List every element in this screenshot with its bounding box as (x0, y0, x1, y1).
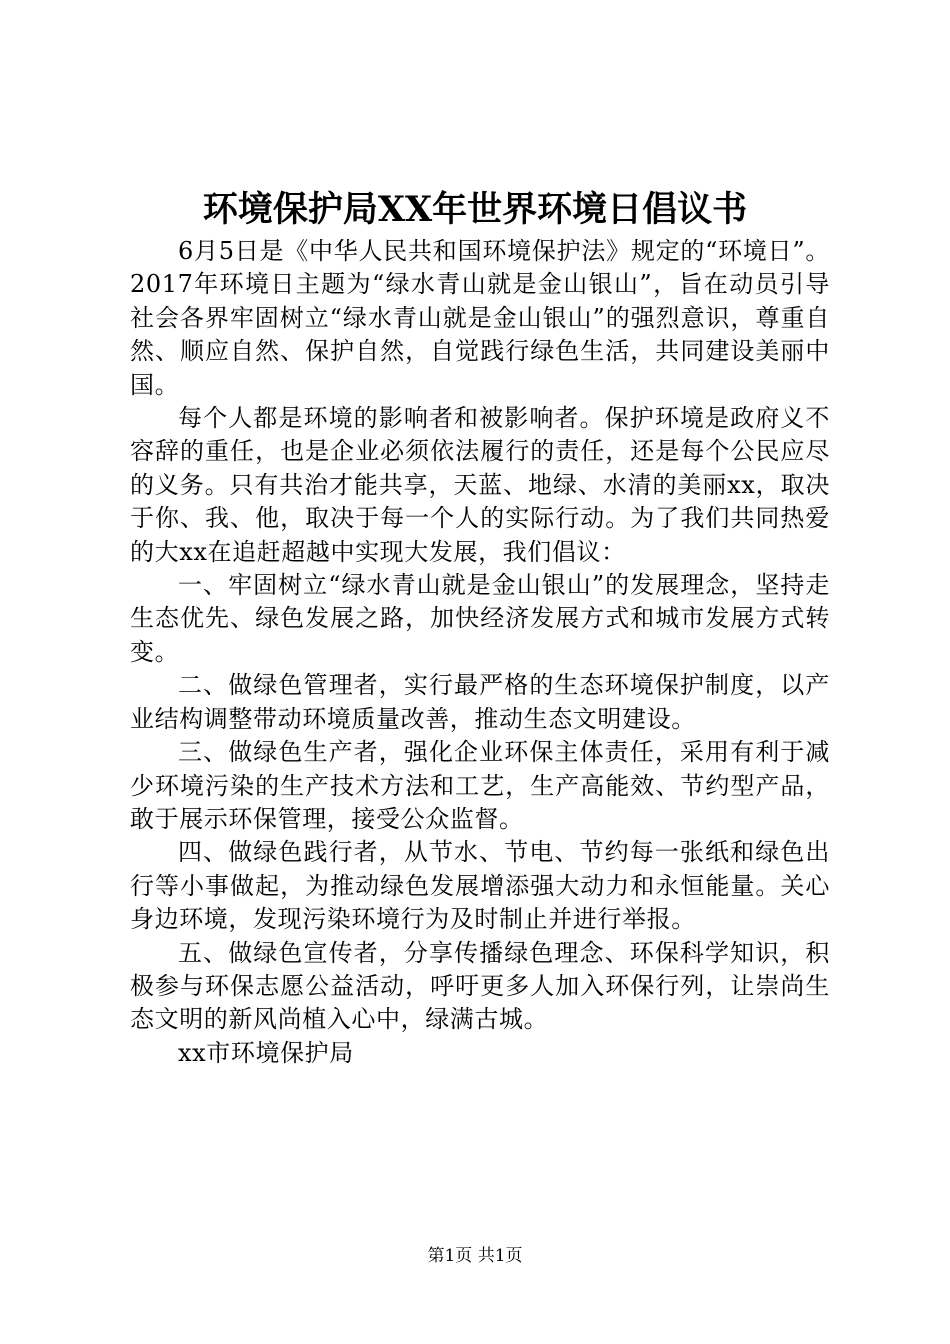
page-number-footer: 第1页 共1页 (427, 1246, 523, 1266)
paragraph-responsibility: 每个人都是环境的影响者和被影响者。保护环境是政府义不容辞的重任，也是企业必须依法履行的责任，还是每个公民应尽的义务。只有共治才能共享，天蓝、地绿、水清的美丽xx，取决于你、我、他，取决于每一个人的实际行动。为了我们共同热爱的大xx在追赶超越中实现大发展，我们倡议： (130, 404, 830, 566)
paragraph-proposal-2: 二、做绿色管理者，实行最严格的生态环境保护制度，以产业结构调整带动环境质量改善，推动生态文明建设。 (130, 671, 830, 733)
paragraph-proposal-5: 五、做绿色宣传者，分享传播绿色理念、环保科学知识，积极参与环保志愿公益活动，呼吁更多人加入环保行列，让崇尚生态文明的新风尚植入心中，绿满古城。 (130, 938, 830, 1034)
paragraph-proposal-1: 一、牢固树立“绿水青山就是金山银山”的发展理念，坚持走生态优先、绿色发展之路，加快经济发展方式和城市发展方式转变。 (130, 571, 830, 666)
paragraph-intro: 6月5日是《中华人民共和国环境保护法》规定的“环境日”。2017年环境日主题为“绿水青山就是金山银山”，旨在动员引导社会各界牢固树立“绿水青山就是金山银山”的强烈意识，尊重自然、顺应自然、保护自然，自觉践行绿色生活，共同建设美丽中国。 (130, 237, 830, 399)
document-title: 环境保护局XX年世界环境日倡议书 (202, 189, 748, 230)
paragraph-proposal-4: 四、做绿色践行者，从节水、节电、节约每一张纸和绿色出行等小事做起，为推动绿色发展增添强大动力和永恒能量。关心身边环境，发现污染环境行为及时制止并进行举报。 (130, 838, 830, 934)
paragraph-proposal-3: 三、做绿色生产者，强化企业环保主体责任，采用有利于减少环境污染的生产技术方法和工艺，生产高能效、节约型产品，敢于展示环保管理，接受公众监督。 (130, 738, 830, 833)
document-body (130, 235, 830, 1070)
signature: xx市环境保护局 (178, 1038, 354, 1067)
